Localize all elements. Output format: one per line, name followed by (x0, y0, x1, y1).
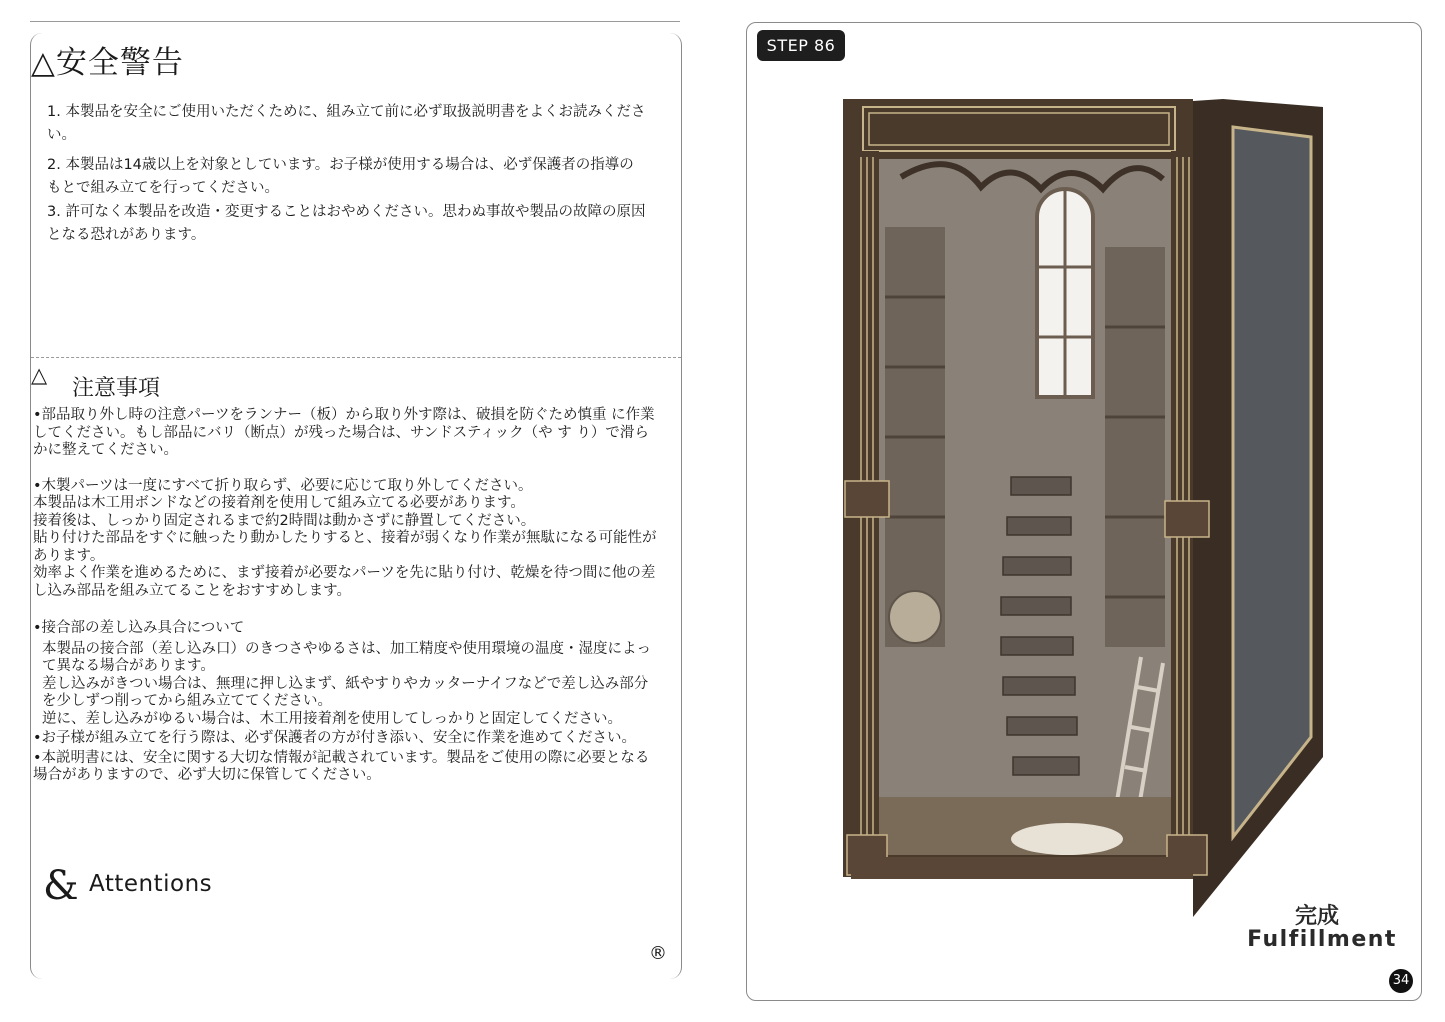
registered-mark: ® (649, 943, 667, 964)
step-badge: STEP 86 (757, 30, 845, 61)
book-nook-illustration (841, 97, 1325, 919)
ampersand-icon: & (43, 863, 79, 909)
plinth (851, 857, 1193, 879)
complete-label-en: Fulfillment (1247, 927, 1397, 952)
notes-body (33, 407, 658, 785)
warning-item-2: 2. 本製品は14歳以上を対象としています。お子様が使用する場合は、必ず保護者の指導のもとで組み立てを行ってください。 (47, 157, 634, 196)
right-capital (1165, 501, 1209, 537)
notes-joint-line-3: 逆に、差し込みがゆるい場合は、木工用接着剤を使用してしっかりと固定してください。 (42, 710, 622, 727)
section-divider (31, 357, 681, 358)
notes-child-line: •お子様が組み立てを行う際は、必ず保護者の方が付き添い、安全に作業を進めてください。 (33, 730, 637, 746)
globe (889, 591, 941, 643)
right-shelves (1105, 247, 1165, 647)
left-page (30, 33, 682, 979)
notes-title: 注意事項 (72, 376, 161, 401)
notes-joint-line-2: 差し込みがきつい場合は、無理に押し込まず、紙やすりやカッターナイフなどで差し込み部分を少しずつ削ってから組み立ててください。 (42, 675, 649, 709)
safety-warning-list (47, 101, 647, 254)
warning-item-1: 1. 本製品を安全にご使用いただくために、組み立て前に必ず取扱説明書をよくお読みください。 (47, 104, 646, 143)
notes-joint-line-1: 本製品の接合部（差し込み口）のきつさやゆるさは、加工精度や使用環境の温度・湿度によって異なる場合があります。 (42, 640, 651, 674)
notes-wood-line-2: 本製品は木工用ボンドなどの接着剤を使用して組み立てる必要があります。 (33, 495, 525, 511)
side-panel-art (1233, 127, 1311, 837)
warning-item-3: 3. 許可なく本製品を改造・変更することはおやめください。思わぬ事故や製品の故障の原因となる恐れがあります。 (47, 204, 646, 243)
attentions-label: Attentions (89, 871, 213, 897)
right-page (746, 22, 1422, 1001)
notes-wood-line-3: 接着後は、しっかり固定されるまで約2時間は動かさずに静置してください。 (33, 512, 536, 529)
top-rule (30, 21, 680, 22)
notes-wood-line-5: 効率よく作業を進めるために、まず接着が必要なパーツを先に貼り付け、乾燥を待つ間に他の差し込み部品を組み立てることをおすすめします。 (33, 565, 656, 599)
caution-triangle-icon: △ (31, 363, 48, 387)
rug (1011, 823, 1123, 855)
safety-warning-title: △安全警告 (31, 45, 184, 81)
notes-joint-title: •接合部の差し込み具合について (33, 620, 245, 636)
page-number: 34 (1389, 969, 1413, 993)
complete-label-cn: 完成 (1294, 904, 1339, 929)
notes-wood-line-1: •木製パーツは一度にすべて折り取らず、必要に応じて取り外してください。 (33, 477, 533, 494)
notes-removal-paragraph: •部品取り外し時の注意パーツをランナー（板）から取り外す際は、破損を防ぐため慎重 に作業してください。もし部品にバリ（断点）が残った場合は、サンドスティック（や す り）で滑らかに整えてください。 (33, 407, 655, 458)
notes-wood-line-4: 貼り付けた部品をすぐに触ったり動かしたりすると、接着が弱くなり作業が無駄になる可能性があります。 (33, 530, 657, 564)
left-capital (845, 481, 889, 517)
notes-keep-line: •本説明書には、安全に関する大切な情報が記載されています。製品をご使用の際に必要となる場合がありますので、必ず大切に保管してください。 (33, 749, 650, 783)
